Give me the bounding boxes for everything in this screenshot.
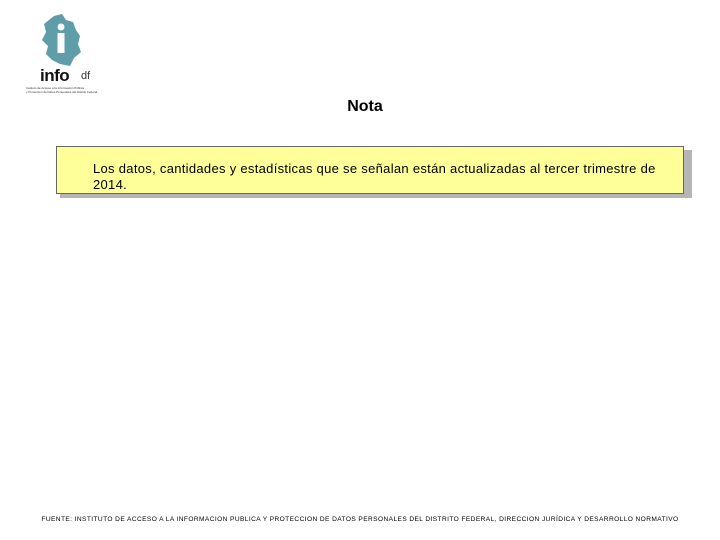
note-text: Los datos, cantidades y estadísticas que se señalan están actualizadas al tercer trimestre de 2014. — [93, 161, 656, 192]
page-title: Nota — [347, 98, 383, 115]
source-footer: FUENTE: INSTITUTO DE ACCESO A LA INFORMACION PUBLICA Y PROTECCION DE DATOS PERSONALES DEL DISTRITO FEDERAL, DIRECCION JURÍDICA Y DESARROLLO NORMATIVO — [41, 516, 679, 523]
logo-caption — [26, 86, 106, 94]
df-map-icon — [40, 14, 82, 66]
logo-suffix: df — [81, 70, 91, 82]
infodf-logo — [26, 14, 106, 96]
note-box — [56, 146, 684, 194]
logo-caption-line: Instituto de Acceso a la Información Pública — [26, 86, 85, 90]
logo-caption-line: y Protección de Datos Personales del Distrito Federal — [26, 90, 98, 94]
logo-wordmark: info — [40, 66, 70, 85]
